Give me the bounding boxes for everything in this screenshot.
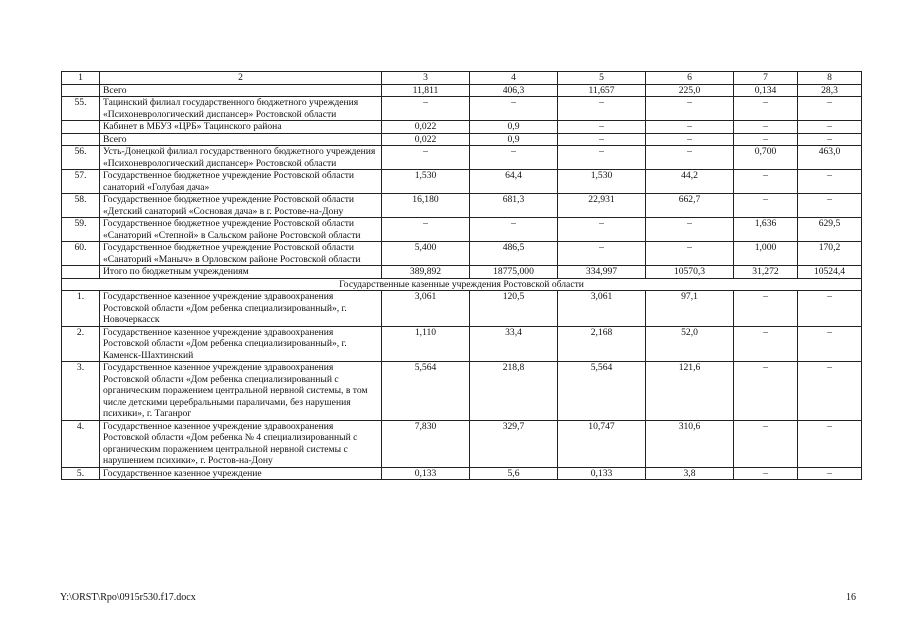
value-cell: 11,657	[558, 84, 646, 97]
value-cell: 11,811	[382, 84, 470, 97]
value-cell: –	[798, 194, 862, 218]
header-cell: 2	[100, 72, 382, 85]
data-table	[61, 71, 862, 480]
institution-name: Государственное казенное учреждение здравоохранения Ростовской области «Дом ребенка специализированный», г. Новочеркасск	[100, 291, 382, 327]
institution-name: Кабинет в МБУЗ «ЦРБ» Тацинского района	[100, 121, 382, 134]
header-row	[62, 72, 862, 85]
section-header-row	[62, 278, 862, 291]
row-number: 56.	[62, 146, 100, 170]
row-number: 57.	[62, 170, 100, 194]
row-number: 55.	[62, 97, 100, 121]
value-cell: –	[382, 218, 470, 242]
row-number: 4.	[62, 420, 100, 467]
table-row	[62, 291, 862, 327]
value-cell: –	[558, 121, 646, 134]
value-cell: 10570,3	[646, 266, 734, 279]
header-cell: 6	[646, 72, 734, 85]
value-cell: 1,636	[734, 218, 798, 242]
row-number	[62, 121, 100, 134]
institution-name: Государственное казенное учреждение здравоохранения Ростовской области «Дом ребенка специализированный с органическим поражением центральной нервной системы, в том числе детскими церебральными параличами, без нарушения психики», г. Таганрог	[100, 362, 382, 421]
header-cell: 1	[62, 72, 100, 85]
institution-name: Тацинский филиал государственного бюджетного учреждения «Психоневрологический диспансер» Ростовской области	[100, 97, 382, 121]
table-row	[62, 467, 862, 480]
value-cell: –	[558, 218, 646, 242]
value-cell: –	[558, 133, 646, 146]
value-cell: 5,564	[382, 362, 470, 421]
row-number	[62, 266, 100, 279]
value-cell: 170,2	[798, 242, 862, 266]
table-row	[62, 242, 862, 266]
value-cell: –	[470, 218, 558, 242]
value-cell: 18775,000	[470, 266, 558, 279]
value-cell: 16,180	[382, 194, 470, 218]
row-number: 1.	[62, 291, 100, 327]
table-row	[62, 194, 862, 218]
value-cell: –	[382, 97, 470, 121]
value-cell: 2,168	[558, 326, 646, 362]
value-cell: 0,133	[382, 467, 470, 480]
value-cell: 3,061	[382, 291, 470, 327]
value-cell: 225,0	[646, 84, 734, 97]
value-cell: 33,4	[470, 326, 558, 362]
table-row	[62, 97, 862, 121]
value-cell: 389,892	[382, 266, 470, 279]
value-cell: 463,0	[798, 146, 862, 170]
value-cell: –	[798, 97, 862, 121]
value-cell: –	[734, 291, 798, 327]
value-cell: 7,830	[382, 420, 470, 467]
value-cell: 629,5	[798, 218, 862, 242]
table-row	[62, 84, 862, 97]
footer-file-path: Y:\ORST\Rpo\0915r530.f17.docx	[60, 592, 196, 603]
value-cell: –	[798, 133, 862, 146]
row-number: 3.	[62, 362, 100, 421]
value-cell: 0,700	[734, 146, 798, 170]
header-cell: 4	[470, 72, 558, 85]
value-cell: 22,931	[558, 194, 646, 218]
table-row	[62, 218, 862, 242]
value-cell: 662,7	[646, 194, 734, 218]
table-row	[62, 362, 862, 421]
value-cell: –	[798, 291, 862, 327]
value-cell: –	[734, 362, 798, 421]
institution-name: Государственное бюджетное учреждение Ростовской области санаторий «Голубая дача»	[100, 170, 382, 194]
value-cell: –	[558, 146, 646, 170]
value-cell: –	[734, 326, 798, 362]
table-row	[62, 170, 862, 194]
value-cell: 64,4	[470, 170, 558, 194]
value-cell: –	[798, 362, 862, 421]
header-cell: 3	[382, 72, 470, 85]
institution-name: Итого по бюджетным учреждениям	[100, 266, 382, 279]
header-cell: 8	[798, 72, 862, 85]
value-cell: –	[798, 420, 862, 467]
value-cell: 121,6	[646, 362, 734, 421]
value-cell: 218,8	[470, 362, 558, 421]
row-number: 60.	[62, 242, 100, 266]
value-cell: –	[646, 97, 734, 121]
value-cell: –	[558, 97, 646, 121]
value-cell: 0,9	[470, 121, 558, 134]
institution-name: Государственное бюджетное учреждение Ростовской области «Детский санаторий «Сосновая дача» в г. Ростове-на-Дону	[100, 194, 382, 218]
value-cell: 681,3	[470, 194, 558, 218]
value-cell: –	[734, 97, 798, 121]
value-cell: 1,110	[382, 326, 470, 362]
table-row	[62, 146, 862, 170]
value-cell: 0,133	[558, 467, 646, 480]
row-number: 5.	[62, 467, 100, 480]
value-cell: –	[646, 146, 734, 170]
row-number: 58.	[62, 194, 100, 218]
header-cell: 5	[558, 72, 646, 85]
institution-name: Усть-Донецкой филиал государственного бюджетного учреждения «Психоневрологический диспансер» Ростовской области	[100, 146, 382, 170]
value-cell: 31,272	[734, 266, 798, 279]
value-cell: –	[558, 242, 646, 266]
value-cell: 120,5	[470, 291, 558, 327]
institution-name: Государственное бюджетное учреждение Ростовской области «Санаторий «Степной» в Сальском районе Ростовской области	[100, 218, 382, 242]
value-cell: 334,997	[558, 266, 646, 279]
institution-name: Всего	[100, 84, 382, 97]
section-title: Государственные казенные учреждения Ростовской области	[62, 278, 862, 291]
value-cell: –	[646, 242, 734, 266]
value-cell: 0,9	[470, 133, 558, 146]
value-cell: –	[798, 467, 862, 480]
value-cell: –	[734, 133, 798, 146]
value-cell: 3,8	[646, 467, 734, 480]
row-number: 59.	[62, 218, 100, 242]
row-number: 2.	[62, 326, 100, 362]
value-cell: –	[646, 121, 734, 134]
value-cell: 10524,4	[798, 266, 862, 279]
table-row	[62, 266, 862, 279]
value-cell: –	[798, 170, 862, 194]
value-cell: 28,3	[798, 84, 862, 97]
value-cell: 1,530	[558, 170, 646, 194]
value-cell: 44,2	[646, 170, 734, 194]
value-cell: –	[470, 97, 558, 121]
value-cell: –	[382, 146, 470, 170]
value-cell: 1,530	[382, 170, 470, 194]
value-cell: 406,3	[470, 84, 558, 97]
value-cell: –	[734, 194, 798, 218]
value-cell: –	[734, 121, 798, 134]
value-cell: 10,747	[558, 420, 646, 467]
institution-name: Государственное казенное учреждение	[100, 467, 382, 480]
value-cell: –	[798, 326, 862, 362]
value-cell: 310,6	[646, 420, 734, 467]
value-cell: –	[734, 170, 798, 194]
value-cell: 5,564	[558, 362, 646, 421]
page-number: 16	[846, 592, 856, 603]
value-cell: 52,0	[646, 326, 734, 362]
value-cell: –	[798, 121, 862, 134]
header-cell: 7	[734, 72, 798, 85]
value-cell: 5,6	[470, 467, 558, 480]
value-cell: 486,5	[470, 242, 558, 266]
institution-name: Государственное казенное учреждение здравоохранения Ростовской области «Дом ребенка № 4 специализированный с органическим поражением центральной нервной системы с нарушением психики», г. Ростов-на-Дону	[100, 420, 382, 467]
value-cell: 329,7	[470, 420, 558, 467]
row-number	[62, 133, 100, 146]
value-cell: 5,400	[382, 242, 470, 266]
table-row	[62, 326, 862, 362]
value-cell: 0,022	[382, 133, 470, 146]
table-row	[62, 121, 862, 134]
value-cell: –	[646, 133, 734, 146]
value-cell: 97,1	[646, 291, 734, 327]
table-row	[62, 133, 862, 146]
institution-name: Государственное бюджетное учреждение Ростовской области «Санаторий «Маныч» в Орловском районе Ростовской области	[100, 242, 382, 266]
institution-name: Всего	[100, 133, 382, 146]
value-cell: –	[734, 420, 798, 467]
value-cell: –	[734, 467, 798, 480]
value-cell: 1,000	[734, 242, 798, 266]
row-number	[62, 84, 100, 97]
value-cell: 3,061	[558, 291, 646, 327]
table-row	[62, 420, 862, 467]
institution-name: Государственное казенное учреждение здравоохранения Ростовской области «Дом ребенка специализированный», г. Каменск-Шахтинский	[100, 326, 382, 362]
value-cell: –	[646, 218, 734, 242]
value-cell: 0,022	[382, 121, 470, 134]
value-cell: –	[470, 146, 558, 170]
value-cell: 0,134	[734, 84, 798, 97]
